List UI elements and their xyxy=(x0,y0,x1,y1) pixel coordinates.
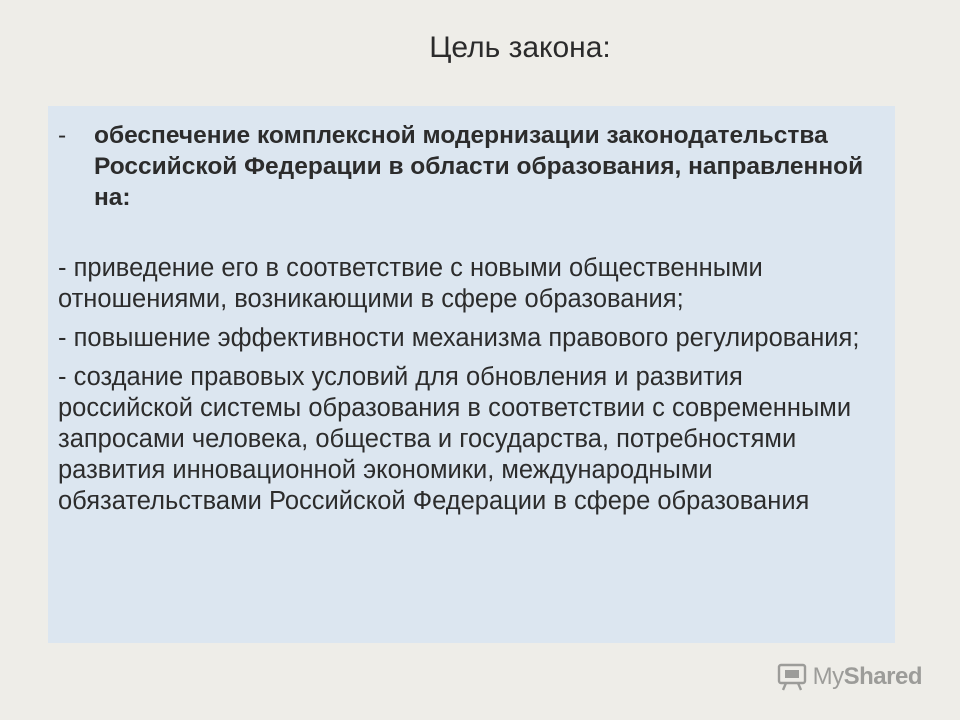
list-item: - приведение его в соответствие с новыми общественными отношениями, возникающими в сфере образования; xyxy=(58,254,763,313)
lead-dash: - xyxy=(58,122,67,149)
watermark-my: My xyxy=(812,663,844,690)
watermark-label xyxy=(813,663,922,691)
lead-text: обеспечение комплексной модернизации законодательства Российской Федерации в области образования, направленной на: xyxy=(94,122,864,211)
content-box xyxy=(48,106,895,643)
watermark-shared: Shared xyxy=(843,663,922,690)
myshared-watermark[interactable] xyxy=(777,662,922,692)
list-item: - повышение эффективности механизма правового регулирования; xyxy=(58,324,860,352)
slide-title: Цель закона: xyxy=(429,31,611,64)
presentation-board-icon xyxy=(777,662,807,692)
list-item: - создание правовых условий для обновления и развития российской системы образования в соответствии с современными запросами человека, общества и государства, потребностями развития инновационной экономики, международными обязательствами Российской Федерации в сфере образования xyxy=(58,363,852,515)
lead-bullet xyxy=(58,120,875,213)
